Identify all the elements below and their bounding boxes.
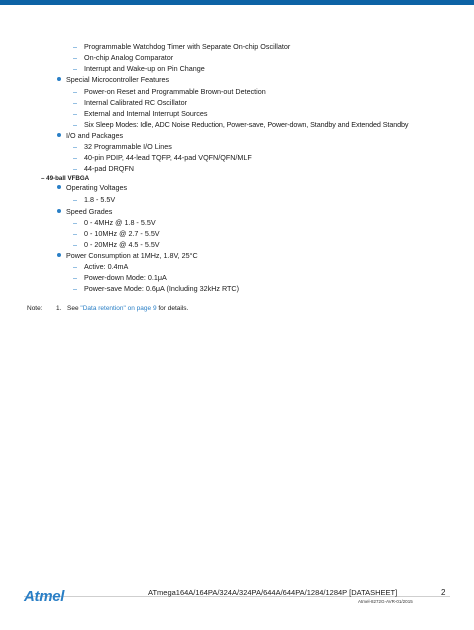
- note-after: for details.: [158, 305, 189, 312]
- item-operating-voltages: Operating Voltages: [66, 183, 128, 192]
- item-speed-grades: Speed Grades: [66, 207, 113, 216]
- item-watchdog: Programmable Watchdog Timer with Separate On-chip Oscillator: [84, 42, 291, 51]
- dash-marker: –: [73, 109, 77, 118]
- item-power-on-reset: Power-on Reset and Programmable Brown-out Detection: [84, 87, 266, 96]
- item-packages-40: 40-pin PDIP, 44-lead TQFP, 44-pad VQFN/QFN/MLF: [84, 153, 252, 162]
- dash-marker: –: [73, 218, 77, 227]
- item-io-packages: I/O and Packages: [66, 131, 124, 140]
- atmel-logo: Atmel: [24, 588, 65, 605]
- item-power-consumption: Power Consumption at 1MHz, 1.8V, 25°C: [66, 251, 198, 260]
- doc-code: Atmel-8272G-AVR-01/2015: [358, 599, 413, 604]
- item-power-save: Power-save Mode: 0.6μA (Including 32kHz RTC): [84, 284, 240, 293]
- item-speed-1: 0 - 4MHz @ 1.8 - 5.5V: [84, 218, 156, 227]
- item-package-drqfn: 44-pad DRQFN: [84, 164, 134, 173]
- item-rc-oscillator: Internal Calibrated RC Oscillator: [84, 98, 188, 107]
- dash-marker: –: [73, 284, 77, 293]
- top-bar: [0, 0, 474, 5]
- item-speed-3: 0 - 20MHz @ 4.5 - 5.5V: [84, 240, 160, 249]
- dash-marker: –: [73, 142, 77, 151]
- bullet-icon: [57, 77, 61, 81]
- dash-marker: –: [73, 98, 77, 107]
- dash-marker: –: [73, 87, 77, 96]
- dash-marker: –: [73, 240, 77, 249]
- dash-marker: –: [73, 273, 77, 282]
- footer-title: ATmega164A/164PA/324A/324PA/644A/644PA/1284/1284P [DATASHEET]: [148, 588, 398, 597]
- item-interrupt-wakeup: Interrupt and Wake-up on Pin Change: [84, 64, 205, 73]
- bullet-icon: [57, 209, 61, 213]
- page-number: 2: [441, 588, 446, 597]
- note-see: See: [67, 305, 79, 312]
- item-special-features: Special Microcontroller Features: [66, 75, 170, 84]
- note-text: [67, 305, 188, 313]
- dash-marker: –: [73, 229, 77, 238]
- dash-marker: –: [73, 42, 77, 51]
- item-power-down: Power-down Mode: 0.1μA: [84, 273, 167, 282]
- item-voltage-range: 1.8 - 5.5V: [84, 195, 116, 204]
- dash-marker: –: [73, 195, 77, 204]
- dash-marker: –: [73, 164, 77, 173]
- dash-marker: –: [73, 262, 77, 271]
- note-label: Note:: [27, 305, 43, 312]
- dash-marker: –: [73, 120, 77, 129]
- note-number: 1.: [56, 305, 62, 312]
- dash-marker: –: [73, 64, 77, 73]
- dash-marker: –: [73, 153, 77, 162]
- bullet-icon: [57, 133, 61, 137]
- item-analog-comparator: On-chip Analog Comparator: [84, 53, 174, 62]
- dash-marker: –: [73, 53, 77, 62]
- bullet-icon: [57, 253, 61, 257]
- bullet-icon: [57, 185, 61, 189]
- item-sleep-modes: Six Sleep Modes: Idle, ADC Noise Reduction, Power-save, Power-down, Standby and Extended Standby: [84, 120, 409, 129]
- item-vfbga: – 49-ball VFBGA: [41, 175, 90, 182]
- item-interrupt-sources: External and Internal Interrupt Sources: [84, 109, 208, 118]
- item-speed-2: 0 - 10MHz @ 2.7 - 5.5V: [84, 229, 160, 238]
- item-io-lines: 32 Programmable I/O Lines: [84, 142, 172, 151]
- item-active: Active: 0.4mA: [84, 262, 129, 271]
- data-retention-link[interactable]: "Data retention" on page 9: [80, 305, 157, 312]
